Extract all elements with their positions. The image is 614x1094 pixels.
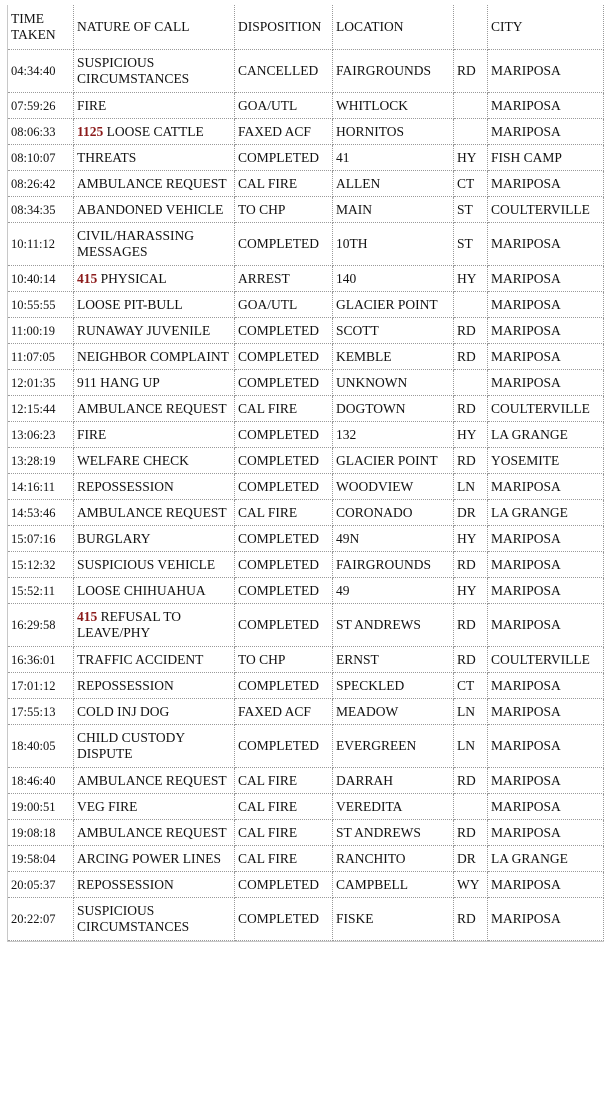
table-row	[8, 604, 604, 647]
cell-nature-of-call	[74, 846, 235, 872]
cell-location: KEMBLE	[333, 344, 454, 370]
table-row	[8, 699, 604, 725]
cell-disposition: CAL FIRE	[235, 500, 333, 526]
cell-nature-of-call	[74, 699, 235, 725]
cell-nature-of-call	[74, 93, 235, 119]
cell-time-taken: 19:00:51	[8, 794, 74, 820]
cell-disposition: COMPLETED	[235, 344, 333, 370]
cell-location: WHITLOCK	[333, 93, 454, 119]
header-city: CITY	[488, 5, 604, 50]
cell-disposition: COMPLETED	[235, 578, 333, 604]
table-row	[8, 197, 604, 223]
table-row	[8, 223, 604, 266]
call-nature-text: AMBULANCE REQUEST	[77, 175, 227, 191]
call-nature-text: AMBULANCE REQUEST	[77, 772, 227, 788]
cell-city: MARIPOSA	[488, 266, 604, 292]
call-nature-text: AMBULANCE REQUEST	[77, 400, 227, 416]
table-row	[8, 50, 604, 93]
cell-location: RANCHITO	[333, 846, 454, 872]
cell-city: MARIPOSA	[488, 223, 604, 266]
table-row	[8, 872, 604, 898]
cell-city: MARIPOSA	[488, 768, 604, 794]
cell-location: GLACIER POINT	[333, 448, 454, 474]
cell-nature-of-call	[74, 673, 235, 699]
call-nature-text: COLD INJ DOG	[77, 703, 170, 719]
cell-time-taken: 08:34:35	[8, 197, 74, 223]
cell-disposition: COMPLETED	[235, 448, 333, 474]
cell-time-taken: 10:40:14	[8, 266, 74, 292]
cell-time-taken: 14:16:11	[8, 474, 74, 500]
cell-time-taken: 18:40:05	[8, 725, 74, 768]
cell-location: WOODVIEW	[333, 474, 454, 500]
cell-time-taken: 20:05:37	[8, 872, 74, 898]
cell-time-taken: 19:58:04	[8, 846, 74, 872]
cell-street-type: DR	[454, 846, 488, 872]
call-log-table	[7, 5, 604, 942]
table-row	[8, 725, 604, 768]
cell-city: MARIPOSA	[488, 673, 604, 699]
cell-city: MARIPOSA	[488, 898, 604, 941]
cell-nature-of-call	[74, 820, 235, 846]
cell-street-type: RD	[454, 50, 488, 93]
call-nature-text: RUNAWAY JUVENILE	[77, 322, 211, 338]
cell-nature-of-call	[74, 526, 235, 552]
cell-street-type: RD	[454, 647, 488, 673]
table-row	[8, 794, 604, 820]
table-row	[8, 673, 604, 699]
penal-code: 415	[77, 609, 98, 624]
cell-city: COULTERVILLE	[488, 197, 604, 223]
table-row	[8, 292, 604, 318]
cell-street-type	[454, 93, 488, 119]
cell-location: VEREDITA	[333, 794, 454, 820]
cell-disposition: CAL FIRE	[235, 171, 333, 197]
cell-disposition: CAL FIRE	[235, 794, 333, 820]
cell-location: ST ANDREWS	[333, 820, 454, 846]
cell-location: CAMPBELL	[333, 872, 454, 898]
cell-time-taken: 08:10:07	[8, 145, 74, 171]
cell-nature-of-call	[74, 50, 235, 93]
cell-time-taken: 15:12:32	[8, 552, 74, 578]
cell-city: MARIPOSA	[488, 699, 604, 725]
cell-time-taken: 12:15:44	[8, 396, 74, 422]
cell-disposition: FAXED ACF	[235, 699, 333, 725]
cell-location: FISKE	[333, 898, 454, 941]
cell-street-type: LN	[454, 699, 488, 725]
call-nature-text: REFUSAL TO LEAVE/PHY	[77, 609, 182, 640]
cell-time-taken: 18:46:40	[8, 768, 74, 794]
table-row	[8, 266, 604, 292]
call-nature-text: LOOSE CATTLE	[106, 123, 204, 139]
table-row	[8, 820, 604, 846]
cell-disposition: COMPLETED	[235, 474, 333, 500]
call-nature-text: 911 HANG UP	[77, 374, 160, 390]
cell-street-type: LN	[454, 725, 488, 768]
penal-code: 415	[77, 270, 98, 286]
cell-disposition: FAXED ACF	[235, 119, 333, 145]
cell-city: MARIPOSA	[488, 526, 604, 552]
cell-time-taken: 17:01:12	[8, 673, 74, 699]
cell-disposition: COMPLETED	[235, 318, 333, 344]
cell-disposition: ARREST	[235, 266, 333, 292]
cell-city: MARIPOSA	[488, 370, 604, 396]
call-nature-text: NEIGHBOR COMPLAINT	[77, 348, 229, 364]
cell-time-taken: 10:11:12	[8, 223, 74, 266]
table-row	[8, 552, 604, 578]
cell-nature-of-call	[74, 292, 235, 318]
cell-street-type: RD	[454, 604, 488, 647]
call-nature-text: VEG FIRE	[77, 798, 138, 814]
cell-time-taken: 20:22:07	[8, 898, 74, 941]
cell-location: 41	[333, 145, 454, 171]
cell-nature-of-call	[74, 604, 235, 647]
cell-nature-of-call	[74, 344, 235, 370]
table-row	[8, 318, 604, 344]
cell-nature-of-call	[74, 872, 235, 898]
cell-city: MARIPOSA	[488, 50, 604, 93]
cell-city: MARIPOSA	[488, 578, 604, 604]
cell-disposition: COMPLETED	[235, 725, 333, 768]
cell-location: 132	[333, 422, 454, 448]
call-nature-text: CHILD CUSTODY DISPUTE	[77, 730, 185, 761]
cell-time-taken: 07:59:26	[8, 93, 74, 119]
table-row	[8, 578, 604, 604]
table-row	[8, 396, 604, 422]
cell-nature-of-call	[74, 794, 235, 820]
cell-street-type: RD	[454, 898, 488, 941]
cell-time-taken: 13:28:19	[8, 448, 74, 474]
cell-city: LA GRANGE	[488, 422, 604, 448]
cell-street-type: RD	[454, 318, 488, 344]
cell-street-type	[454, 292, 488, 318]
cell-location: FAIRGROUNDS	[333, 552, 454, 578]
cell-disposition: TO CHP	[235, 197, 333, 223]
cell-nature-of-call	[74, 500, 235, 526]
cell-street-type: HY	[454, 526, 488, 552]
cell-nature-of-call	[74, 768, 235, 794]
cell-nature-of-call	[74, 223, 235, 266]
cell-city: LA GRANGE	[488, 846, 604, 872]
cell-location: HORNITOS	[333, 119, 454, 145]
cell-location: EVERGREEN	[333, 725, 454, 768]
cell-time-taken: 12:01:35	[8, 370, 74, 396]
cell-disposition: TO CHP	[235, 647, 333, 673]
table-row	[8, 171, 604, 197]
cell-disposition: GOA/UTL	[235, 292, 333, 318]
cell-time-taken: 11:07:05	[8, 344, 74, 370]
cell-city: MARIPOSA	[488, 604, 604, 647]
header-row	[8, 5, 604, 50]
call-nature-text: FIRE	[77, 97, 107, 113]
cell-city: MARIPOSA	[488, 794, 604, 820]
call-nature-text: BURGLARY	[77, 530, 151, 546]
call-nature-text: CIVIL/HARASSING MESSAGES	[77, 228, 195, 259]
call-nature-text: AMBULANCE REQUEST	[77, 824, 227, 840]
cell-street-type: RD	[454, 768, 488, 794]
cell-city: MARIPOSA	[488, 171, 604, 197]
cell-time-taken: 04:34:40	[8, 50, 74, 93]
cell-city: MARIPOSA	[488, 872, 604, 898]
cell-city: MARIPOSA	[488, 552, 604, 578]
table-row	[8, 647, 604, 673]
header-street-type	[454, 5, 488, 50]
call-nature-text: ABANDONED VEHICLE	[77, 201, 224, 217]
cell-street-type: WY	[454, 872, 488, 898]
call-nature-text: LOOSE PIT-BULL	[77, 296, 183, 312]
call-nature-text: SUSPICIOUS CIRCUMSTANCES	[77, 55, 190, 86]
cell-disposition: COMPLETED	[235, 604, 333, 647]
call-nature-text: SUSPICIOUS VEHICLE	[77, 556, 216, 572]
cell-disposition: COMPLETED	[235, 422, 333, 448]
call-nature-text: REPOSSESSION	[77, 478, 174, 494]
cell-street-type: HY	[454, 578, 488, 604]
cell-city: MARIPOSA	[488, 344, 604, 370]
cell-city: MARIPOSA	[488, 119, 604, 145]
cell-location: GLACIER POINT	[333, 292, 454, 318]
cell-street-type: HY	[454, 422, 488, 448]
call-nature-text: FIRE	[77, 426, 107, 442]
header-location: LOCATION	[333, 5, 454, 50]
table-row	[8, 422, 604, 448]
cell-location: CORONADO	[333, 500, 454, 526]
call-nature-text: ARCING POWER LINES	[77, 850, 221, 866]
cell-disposition: CAL FIRE	[235, 396, 333, 422]
call-nature-text: LOOSE CHIHUAHUA	[77, 582, 206, 598]
cell-street-type: CT	[454, 171, 488, 197]
cell-street-type: RD	[454, 396, 488, 422]
cell-location: UNKNOWN	[333, 370, 454, 396]
cell-disposition: CAL FIRE	[235, 820, 333, 846]
header-nature-of-call: NATURE OF CALL	[74, 5, 235, 50]
table-row	[8, 448, 604, 474]
cell-location: MAIN	[333, 197, 454, 223]
cell-disposition: COMPLETED	[235, 898, 333, 941]
cell-disposition: CAL FIRE	[235, 846, 333, 872]
cell-street-type: RD	[454, 820, 488, 846]
cell-location: DOGTOWN	[333, 396, 454, 422]
cell-location: ERNST	[333, 647, 454, 673]
cell-nature-of-call	[74, 725, 235, 768]
cell-nature-of-call	[74, 578, 235, 604]
header-disposition: DISPOSITION	[235, 5, 333, 50]
cell-street-type: RD	[454, 344, 488, 370]
cell-street-type: ST	[454, 223, 488, 266]
cell-disposition: COMPLETED	[235, 370, 333, 396]
cell-time-taken: 13:06:23	[8, 422, 74, 448]
cell-nature-of-call	[74, 448, 235, 474]
cell-disposition: COMPLETED	[235, 673, 333, 699]
call-nature-text: REPOSSESSION	[77, 677, 174, 693]
call-nature-text: WELFARE CHECK	[77, 452, 189, 468]
cell-time-taken: 10:55:55	[8, 292, 74, 318]
cell-street-type: RD	[454, 448, 488, 474]
cell-street-type: RD	[454, 552, 488, 578]
cell-nature-of-call	[74, 119, 235, 145]
call-nature-text: AMBULANCE REQUEST	[77, 504, 227, 520]
cell-street-type	[454, 794, 488, 820]
cell-location: 10TH	[333, 223, 454, 266]
cell-disposition: COMPLETED	[235, 145, 333, 171]
cell-nature-of-call	[74, 898, 235, 941]
cell-street-type: LN	[454, 474, 488, 500]
cell-location: MEADOW	[333, 699, 454, 725]
cell-city: COULTERVILLE	[488, 647, 604, 673]
call-nature-text: SUSPICIOUS CIRCUMSTANCES	[77, 903, 190, 934]
cell-nature-of-call	[74, 171, 235, 197]
cell-disposition: GOA/UTL	[235, 93, 333, 119]
cell-city: YOSEMITE	[488, 448, 604, 474]
cell-time-taken: 15:07:16	[8, 526, 74, 552]
cell-location: 140	[333, 266, 454, 292]
cell-city: MARIPOSA	[488, 474, 604, 500]
cell-disposition: CANCELLED	[235, 50, 333, 93]
cell-location: 49	[333, 578, 454, 604]
cell-city: FISH CAMP	[488, 145, 604, 171]
table-row	[8, 500, 604, 526]
cell-disposition: CAL FIRE	[235, 768, 333, 794]
cell-time-taken: 16:36:01	[8, 647, 74, 673]
cell-nature-of-call	[74, 474, 235, 500]
table-row	[8, 898, 604, 941]
cell-street-type	[454, 370, 488, 396]
table-row	[8, 846, 604, 872]
cell-city: MARIPOSA	[488, 820, 604, 846]
cell-time-taken: 16:29:58	[8, 604, 74, 647]
cell-location: FAIRGROUNDS	[333, 50, 454, 93]
cell-nature-of-call	[74, 422, 235, 448]
cell-street-type: HY	[454, 266, 488, 292]
table-row	[8, 474, 604, 500]
table-row	[8, 145, 604, 171]
call-nature-text: TRAFFIC ACCIDENT	[77, 651, 204, 667]
cell-street-type	[454, 119, 488, 145]
call-nature-text: REPOSSESSION	[77, 876, 174, 892]
cell-nature-of-call	[74, 318, 235, 344]
table-row	[8, 370, 604, 396]
table-row	[8, 344, 604, 370]
cell-location: SPECKLED	[333, 673, 454, 699]
cell-location: SCOTT	[333, 318, 454, 344]
cell-disposition: COMPLETED	[235, 223, 333, 266]
call-nature-text: THREATS	[77, 149, 137, 165]
cell-time-taken: 15:52:11	[8, 578, 74, 604]
cell-time-taken: 17:55:13	[8, 699, 74, 725]
cell-location: 49N	[333, 526, 454, 552]
cell-time-taken: 11:00:19	[8, 318, 74, 344]
cell-nature-of-call	[74, 145, 235, 171]
cell-city: COULTERVILLE	[488, 396, 604, 422]
cell-street-type: ST	[454, 197, 488, 223]
table-row	[8, 119, 604, 145]
cell-location: DARRAH	[333, 768, 454, 794]
cell-nature-of-call	[74, 266, 235, 292]
cell-nature-of-call	[74, 647, 235, 673]
cell-time-taken: 19:08:18	[8, 820, 74, 846]
cell-nature-of-call	[74, 552, 235, 578]
cell-location: ALLEN	[333, 171, 454, 197]
cell-time-taken: 14:53:46	[8, 500, 74, 526]
cell-time-taken: 08:26:42	[8, 171, 74, 197]
cell-location: ST ANDREWS	[333, 604, 454, 647]
cell-nature-of-call	[74, 370, 235, 396]
table-row	[8, 768, 604, 794]
cell-time-taken: 08:06:33	[8, 119, 74, 145]
cell-disposition: COMPLETED	[235, 552, 333, 578]
call-nature-text: PHYSICAL	[100, 270, 167, 286]
cell-city: LA GRANGE	[488, 500, 604, 526]
cell-disposition: COMPLETED	[235, 526, 333, 552]
table-row	[8, 93, 604, 119]
cell-nature-of-call	[74, 396, 235, 422]
table-row	[8, 526, 604, 552]
cell-disposition: COMPLETED	[235, 872, 333, 898]
cell-city: MARIPOSA	[488, 292, 604, 318]
cell-city: MARIPOSA	[488, 725, 604, 768]
cell-street-type: HY	[454, 145, 488, 171]
cell-city: MARIPOSA	[488, 93, 604, 119]
cell-street-type: DR	[454, 500, 488, 526]
cell-street-type: CT	[454, 673, 488, 699]
penal-code: 1125	[77, 123, 104, 139]
cell-nature-of-call	[74, 197, 235, 223]
header-time-taken: TIME TAKEN	[8, 5, 74, 50]
cell-city: MARIPOSA	[488, 318, 604, 344]
